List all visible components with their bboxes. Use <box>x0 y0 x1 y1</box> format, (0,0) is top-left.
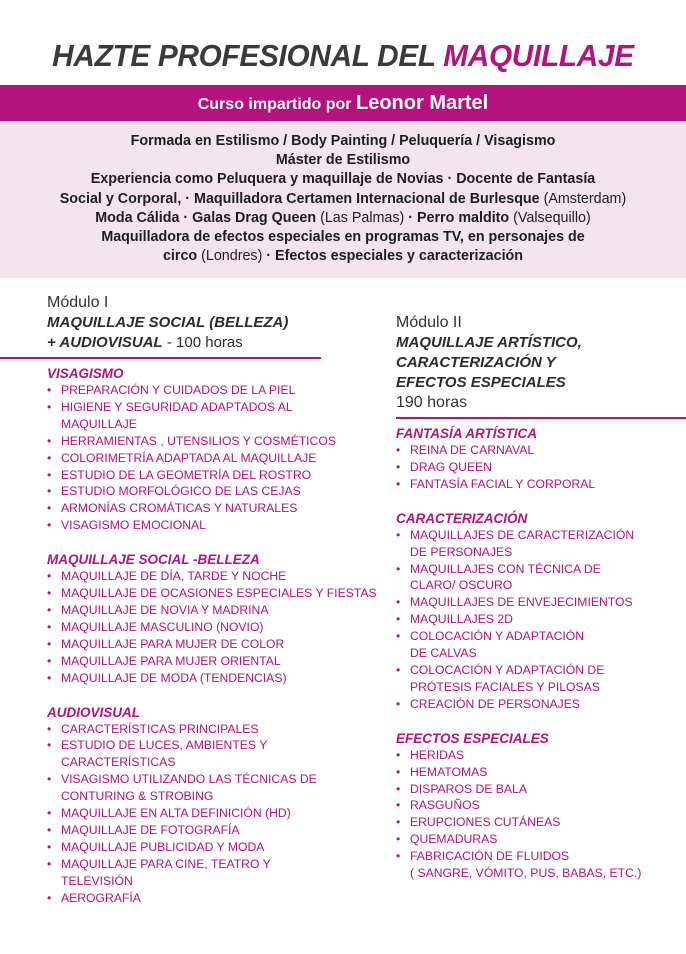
module-2-hours: 190 horas <box>396 394 468 411</box>
module-2-label: Módulo II <box>396 314 462 331</box>
module-2-name-line2: CARACTERIZACIÓN Y <box>396 354 556 371</box>
cv-segment: Maquilladora de efectos especiales en programas TV, en personajes de <box>101 229 585 246</box>
cv-segment: Experiencia como Peluquera y maquillaje de Novias · Docente de Fantasía <box>90 171 596 188</box>
band-lead: Curso impartido por <box>197 96 352 113</box>
cv-line <box>0 228 686 247</box>
cv-lines <box>0 121 686 266</box>
section-items <box>47 568 377 686</box>
list-item: • MAQUILLAJES DE ENVEJECIMIENTOS <box>396 594 686 611</box>
section-title: CARACTERIZACIÓN <box>396 510 528 526</box>
list-item: • CREACIÓN DE PERSONAJES <box>396 696 686 713</box>
list-item: • MAQUILLAJE DE MODA (TENDENCIAS) <box>47 670 377 687</box>
cv-segment: Formada en Estilismo / Body Painting / Peluquería / Visagismo <box>130 133 556 149</box>
list-item: • HERRAMIENTAS , UTENSILIOS Y COSMÉTICOS <box>47 433 377 450</box>
cv-line <box>0 209 686 228</box>
list-item: • HIGIENE Y SEGURIDAD ADAPTADOS AL MAQUILLAJE <box>47 399 377 433</box>
course-section <box>396 425 686 493</box>
cv-line <box>0 170 686 189</box>
course-section <box>47 551 377 686</box>
instructor-cv <box>0 121 686 278</box>
title-accent: MAQUILLAJE <box>443 38 634 73</box>
cv-line <box>0 190 686 209</box>
list-item: • FANTASÍA FACIAL Y CORPORAL <box>396 476 686 493</box>
list-item: • MAQUILLAJE DE NOVIA Y MADRINA <box>47 602 377 619</box>
list-item: • MAQUILLAJE PARA MUJER DE COLOR <box>47 636 377 653</box>
list-item: • ESTUDIO DE LA GEOMETRÍA DEL ROSTRO <box>47 467 377 484</box>
module-1-name-line1: MAQUILLAJE SOCIAL (BELLEZA) <box>47 314 289 331</box>
section-title: FANTASÍA ARTÍSTICA <box>396 426 537 441</box>
module-1 <box>47 293 377 923</box>
cv-segment: (Amsterdam) <box>543 190 627 207</box>
list-item: • VISAGISMO EMOCIONAL <box>47 517 377 534</box>
list-item: • MAQUILLAJE PUBLICIDAD Y MODA <box>47 839 377 856</box>
module-1-label: Módulo I <box>47 294 109 311</box>
section-title: EFECTOS ESPECIALES <box>396 730 549 746</box>
cv-segment: circo <box>162 248 202 265</box>
cv-line <box>0 247 686 266</box>
cv-line <box>0 132 686 151</box>
module-2-divider <box>396 417 686 419</box>
list-item: • MAQUILLAJE MASCULINO (NOVIO) <box>47 619 377 636</box>
module-1-name-line2 <box>47 333 377 353</box>
section-title: MAQUILLAJE SOCIAL -BELLEZA <box>47 552 260 568</box>
module-2-name-line1: MAQUILLAJE ARTÍSTICO, <box>396 334 582 351</box>
course-section <box>47 704 377 907</box>
list-item: • ARMONÍAS CROMÁTICAS Y NATURALES <box>47 500 377 517</box>
section-items <box>396 527 686 713</box>
cv-line <box>0 151 686 170</box>
list-item: • REINA DE CARNAVAL <box>396 442 686 459</box>
module-2 <box>396 313 686 899</box>
list-item: • QUEMADURAS <box>396 831 686 848</box>
list-item: • MAQUILLAJE PARA CINE, TEATRO Y TELEVISIÓN <box>47 856 377 890</box>
list-item: • MAQUILLAJE DE DÍA, TARDE Y NOCHE <box>47 568 377 585</box>
cv-segment: Máster de Estilismo <box>275 152 411 169</box>
list-item: • MAQUILLAJE DE OCASIONES ESPECIALES Y FIESTAS <box>47 585 377 602</box>
list-item: • ERUPCIONES CUTÁNEAS <box>396 814 686 831</box>
list-item: • MAQUILLAJE DE FOTOGRAFÍA <box>47 822 377 839</box>
cv-segment: Moda Cálida · Galas Drag Queen <box>95 209 321 226</box>
list-item: • ESTUDIO DE LUCES, AMBIENTES Y CARACTERÍSTICAS <box>47 737 377 771</box>
list-item: • COLOCACIÓN Y ADAPTACIÓN DE CALVAS <box>396 628 686 662</box>
list-item: • PREPARACIÓN Y CUIDADOS DE LA PIEL <box>47 382 377 399</box>
title-main: HAZTE PROFESIONAL DEL <box>52 38 436 73</box>
list-item: • RASGUÑOS <box>396 797 686 814</box>
list-item: • FABRICACIÓN DE FLUIDOS ( SANGRE, VÓMITO, PUS, BABAS, ETC.) <box>396 848 686 882</box>
cv-segment: (Londres) <box>201 248 263 265</box>
list-item: • VISAGISMO UTILIZANDO LAS TÉCNICAS DE CONTURING & STROBING <box>47 771 377 805</box>
section-title: VISAGISMO <box>47 366 124 381</box>
module-2-sections <box>396 425 686 882</box>
cv-segment: (Valsequillo) <box>513 209 591 226</box>
list-item: • COLOCACIÓN Y ADAPTACIÓN DE PRÓTESIS FACIALES Y PILOSAS <box>396 662 686 696</box>
section-items <box>47 721 377 907</box>
cv-segment: · Perro maldito <box>404 209 514 226</box>
list-item: • CARACTERÍSTICAS PRINCIPALES <box>47 721 377 738</box>
instructor-band <box>0 85 686 121</box>
list-item: • MAQUILLAJES DE CARACTERIZACIÓN DE PERSONAJES <box>396 527 686 561</box>
list-item: • MAQUILLAJE EN ALTA DEFINICIÓN (HD) <box>47 805 377 822</box>
module-1-sections <box>47 365 377 906</box>
section-items <box>396 747 686 882</box>
list-item: • ESTUDIO MORFOLÓGICO DE LAS CEJAS <box>47 483 377 500</box>
cv-segment: Social y Corporal, · Maquilladora Certamen Internacional de Burlesque <box>59 190 544 207</box>
list-item: • DRAG QUEEN <box>396 459 686 476</box>
course-section <box>47 365 377 534</box>
list-item: • MAQUILLAJES CON TÉCNICA DE CLARO/ OSCURO <box>396 561 686 595</box>
list-item: • MAQUILLAJES 2D <box>396 611 686 628</box>
page-title <box>14 38 673 74</box>
list-item: • MAQUILLAJE PARA MUJER ORIENTAL <box>47 653 377 670</box>
cv-segment: · Efectos especiales y caracterización <box>262 248 524 265</box>
section-items <box>47 382 377 534</box>
module-1-hours: - 100 horas <box>162 334 243 351</box>
course-section <box>396 730 686 882</box>
section-title: AUDIOVISUAL <box>47 704 141 720</box>
cv-segment: (Las Palmas) <box>320 209 405 226</box>
list-item: • HERIDAS <box>396 747 686 764</box>
module-1-divider <box>0 357 321 359</box>
instructor-name: Leonor Martel <box>355 92 489 114</box>
module-2-name-line3: EFECTOS ESPECIALES <box>396 374 566 391</box>
module-1-name-line2-text: + AUDIOVISUAL <box>47 334 163 351</box>
list-item: • COLORIMETRÍA ADAPTADA AL MAQUILLAJE <box>47 450 377 467</box>
course-section <box>396 510 686 713</box>
section-items <box>396 442 686 493</box>
list-item: • DISPAROS DE BALA <box>396 781 686 798</box>
list-item: • AEROGRAFÍA <box>47 890 377 907</box>
list-item: • HEMATOMAS <box>396 764 686 781</box>
